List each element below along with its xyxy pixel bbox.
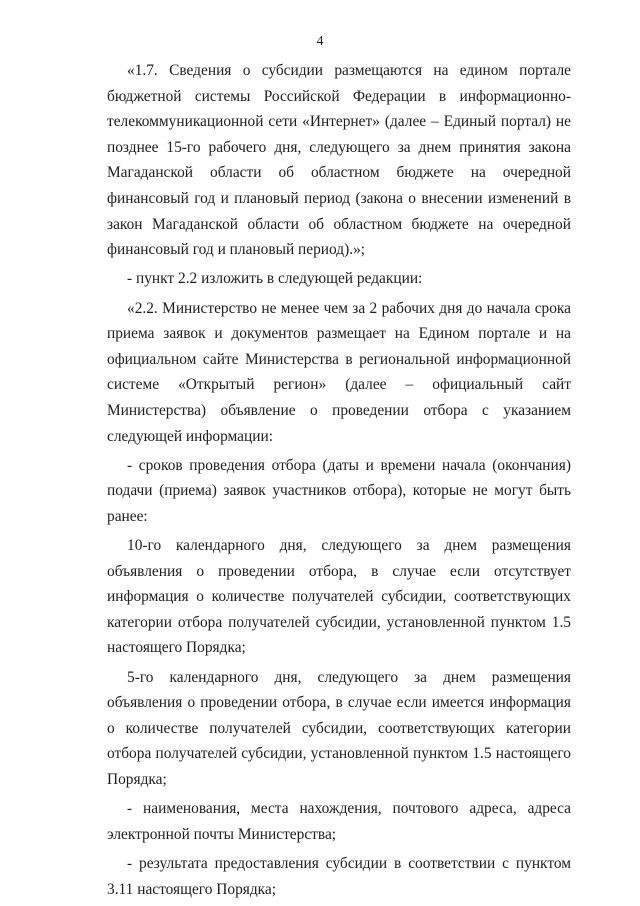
paragraph-1-7-subsidy-info: «1.7. Сведения о субсидии размещаются на едином портале бюджетной системы Российской Федерации в информационно-телекоммуникационной сети «Интернет» (далее – Единый портал) не позднее 15-го рабочего дня, следующего за днем принятия закона Магаданской области об областном бюджете на очередной финансовый год и плановый период (закона о внесении изменений в закон Магаданской области об областном бюджете на очередной финансовый год и плановый период).»; xyxy=(107,62,571,259)
paragraph-2-2-announcement: «2.2. Министерство не менее чем за 2 рабочих дня до начала срока приема заявок и документов размещает на Едином портале и на официальном сайте Министерства в региональной информационной системе «Открытый регион» (далее – официальный сайт Министерства) объявление о проведении отбора с указанием следующей информации: xyxy=(107,299,571,445)
paragraph-amend-2-2: - пункт 2.2 изложить в следующей редакции: xyxy=(127,270,423,288)
paragraph-selection-terms: - сроков проведения отбора (даты и времени начала (окончания) подачи (приема) заявок участников отбора), которые не могут быть ранее: xyxy=(107,456,571,525)
document-body xyxy=(107,58,571,906)
page-number: 4 xyxy=(316,34,324,49)
paragraph-5th-day: 5-го календарного дня, следующего за днем размещения объявления о проведении отбора, в случае если имеется информация о количестве получателей субсидии, соответствующих категории отбора получателей субсидии, установленной пунктом 1.5 настоящего Порядка; xyxy=(107,668,571,788)
paragraph-ministry-contacts: - наименования, места нахождения, почтового адреса, адреса электронной почты Министерства; xyxy=(107,800,571,843)
paragraph-10th-day: 10-го календарного дня, следующего за днем размещения объявления о проведении отбора, в случае если отсутствует информация о количестве получателей субсидии, соответствующих категории отбора получателей субсидии, установленной пунктом 1.5 настоящего Порядка; xyxy=(107,537,571,657)
paragraph-subsidy-result: - результата предоставления субсидии в соответствии с пунктом 3.11 настоящего Порядка; xyxy=(107,854,571,898)
